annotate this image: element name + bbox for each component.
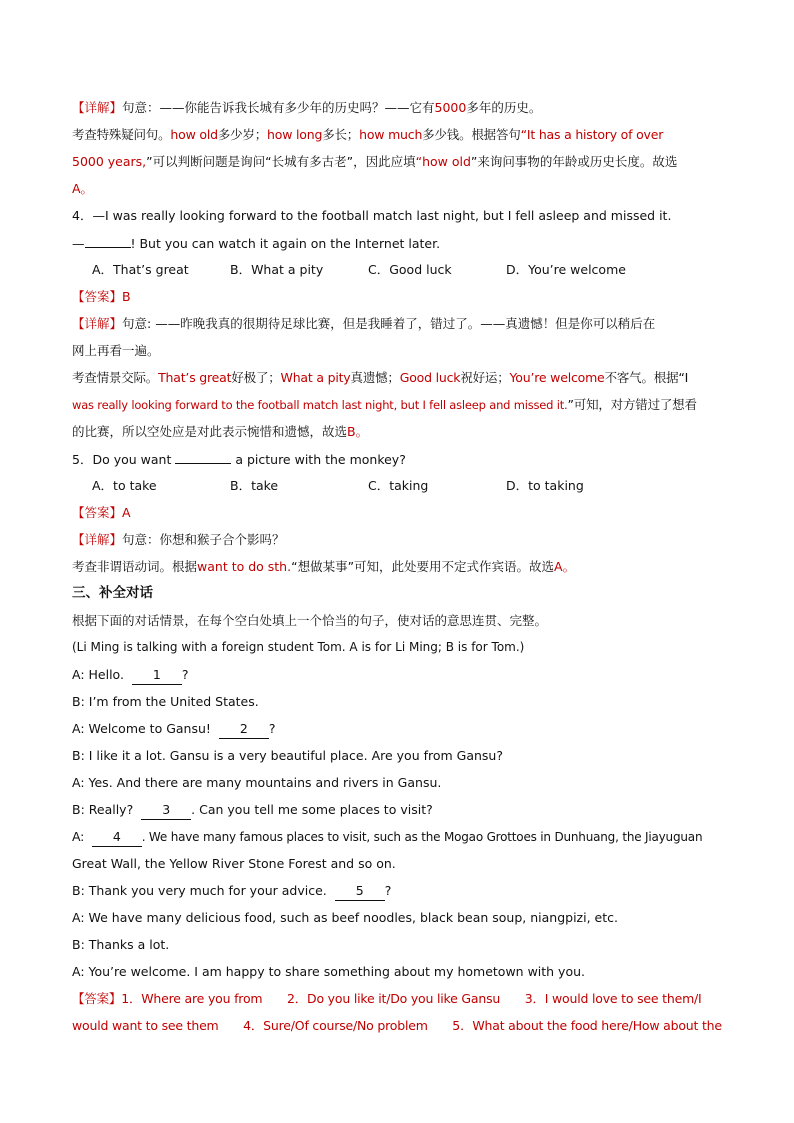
dialog-line: A: Yes. And there are many mountains and rivers in Gansu. [72,775,442,790]
dialog-context: (Li Ming is talking with a foreign student Tom. A is for Li Ming; B is for Tom.) [72,640,525,654]
dialog-line: B: Thanks a lot. [72,937,170,952]
q5-detail-line-2: 考查非谓语动词。根据want to do sth.“想做某事”可知，此处要用不定式作宾语。故选A。 [72,559,576,574]
dialog-blank-4: 4 [92,828,142,847]
q4-question-line-2: — ! But you can watch it again on the Internet later. [72,229,722,256]
q4-option-c: C．Good luck [368,262,452,277]
q4-detail-line-1: 【详解】句意: ——昨晚我真的很期待足球比赛，但是我睡着了，错过了。——真遗憾！但是你可以稍后在 [72,316,656,331]
dialog-line: B: Thank you very much for your advice. 5 ? [72,877,722,904]
q4-answer: 【答案】B [72,289,131,304]
section3-answer-line-1: 【答案】1．Where are you from 2．Do you like it/Do you like Gansu 3．I would love to see them/I [72,991,702,1006]
dialog-blank-3: 3 [141,801,191,820]
q5-option-c: C．taking [368,478,429,493]
q3-detail-line-1: 【详解】句意：——你能告诉我长城有多少年的历史吗？——它有5000多年的历史。 [72,100,542,115]
dialog-blank-2: 2 [219,720,269,739]
dialog-line: A: Welcome to Gansu! 2 ? [72,715,722,742]
dialog-blank-5: 5 [335,882,385,901]
q4-detail-line-5: 的比赛，所以空处应是对此表示惋惜和遗憾，故选B。 [72,424,369,439]
dialog-line: A: You’re welcome. I am happy to share something about my hometown with you. [72,964,586,979]
q4-option-d: D．You’re welcome [506,262,626,277]
q4-question: 4．—I was really looking forward to the football match last night, but I fell asleep and missed it. [72,208,672,223]
dialog-line: Great Wall, the Yellow River Stone Forest and so on. [72,856,396,871]
section-instruction: 根据下面的对话情景，在每个空白处填上一个恰当的句子，使对话的意思连贯、完整。 [72,613,548,628]
q4-options [72,256,722,283]
section3-answer-line-2: would want to see them 4．Sure/Of course/No problem 5．What about the food here/How about the [72,1018,722,1033]
q5-option-b: B．take [230,478,279,493]
dialog-blank-1: 1 [132,666,182,685]
q4-detail-line-2: 网上再看一遍。 [72,343,160,358]
q5-detail-line-1: 【详解】句意：你想和猴子合个影吗？ [72,532,285,547]
q5-question: 5．Do you want a picture with the monkey? [72,445,722,472]
q4-option-a: A．That’s great [92,262,189,277]
detail-tag: 【详解】 [72,100,123,115]
dialog-line: B: I’m from the United States. [72,694,259,709]
q3-detail-line-2: 考查特殊疑问句。how old多少岁；how long多长；how much多少钱。根据答句“It has a history of over [72,127,664,142]
q5-answer: 【答案】A [72,505,131,520]
section-heading: 三、补全对话 [72,585,153,601]
dialog-line: B: Really? 3 . Can you tell me some places to visit? [72,796,722,823]
document-page [72,94,722,1039]
q5-options [72,472,722,499]
q5-option-a: A．to take [92,478,157,493]
dialog-line: A: Hello. 1 ? [72,661,722,688]
q5-blank [175,445,231,464]
q4-detail-line-3: 考查情景交际。That’s great好极了；What a pity真遗憾；Good luck祝好运；You’re welcome不客气。根据“I [72,370,689,385]
q5-option-d: D．to taking [506,478,584,493]
dialog-line: A: 4 . We have many famous places to visit, such as the Mogao Grottoes in Dunhuang, the Jiayuguan [72,823,722,850]
q3-detail-line-4: A。 [72,181,94,196]
q4-detail-line-4: was really looking forward to the football match last night, but I fell asleep and missed it.”可知，对方错过了想看 [72,397,697,412]
q4-option-b: B．What a pity [230,262,324,277]
q4-blank [85,229,131,248]
dialog-line: B: I like it a lot. Gansu is a very beautiful place. Are you from Gansu? [72,748,503,763]
dialog-line: A: We have many delicious food, such as beef noodles, black bean soup, niangpizi, etc. [72,910,618,925]
q3-detail-line-3: 5000 years,”可以判断问题是询问“长城有多古老”，因此应填“how old”来询问事物的年龄或历史长度。故选 [72,154,678,169]
